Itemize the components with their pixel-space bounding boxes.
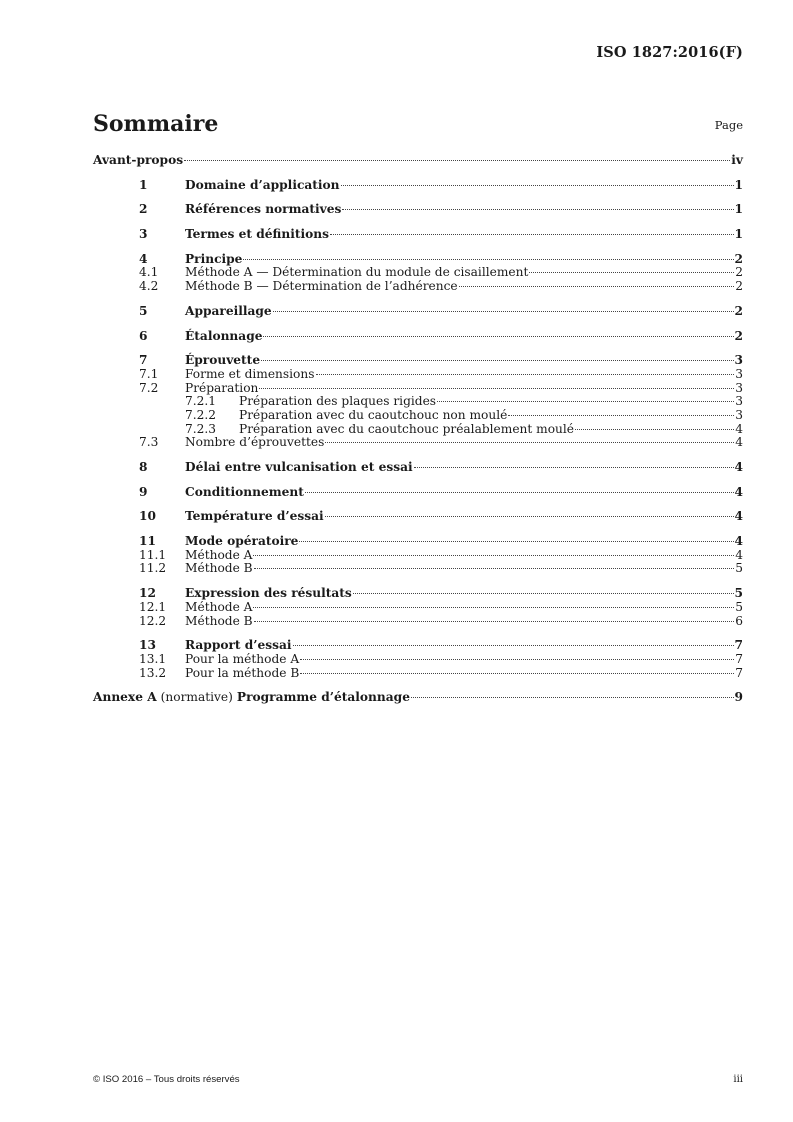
toc-entry-number: 13.2 [139,665,167,680]
toc-entry-number: 6 [139,328,148,343]
toc-entry-title: Préparation [185,380,259,395]
toc-entry-title: Étalonnage [185,328,263,343]
toc-entry[interactable] [93,280,743,294]
toc-entry-title: Méthode B [185,561,253,576]
toc-entry-number: 12.2 [139,613,167,628]
toc-entry-number: 8 [139,460,148,474]
dot-leader [273,311,734,312]
dot-leader [300,659,734,660]
toc-entry-number: 4.2 [139,279,159,294]
toc-entry[interactable] [93,486,743,500]
toc-entry-title: Pour la méthode B [185,665,300,680]
dot-leader [253,555,734,556]
toc-entry-title: Appareillage [185,303,272,318]
toc-entry[interactable] [93,510,743,524]
toc-entry-number: 4.1 [139,265,159,280]
toc-entry-annex[interactable] [93,691,743,705]
toc-entry-page: 1 [734,202,743,217]
footer-copyright: © ISO 2016 – Tous droits réservés [93,1074,240,1085]
toc-entry-page: 4 [735,421,743,436]
toc-entry-page: 6 [735,613,743,628]
dot-leader [254,568,735,569]
toc-entry-title: Nombre d’éprouvettes [185,435,325,450]
table-of-contents [93,154,743,705]
toc-entry-number: 1 [139,177,148,192]
toc-entry-page: 2 [735,279,743,294]
dot-leader [299,541,733,542]
dot-leader [353,593,734,594]
toc-entry-number: 11 [139,534,156,549]
dot-leader [261,360,733,361]
toc-entry-page: 1 [734,177,743,192]
toc-entry-page: 4 [734,484,743,499]
toc-entry-page: 3 [735,394,743,409]
toc-entry-page: 5 [734,586,743,601]
dot-leader [529,272,734,273]
dot-leader [342,209,733,210]
toc-entry[interactable] [93,395,743,409]
dot-leader [437,401,734,402]
toc-entry-title: Méthode B — Détermination de l’adhérence [185,279,458,294]
dot-leader [508,415,734,416]
toc-entry[interactable] [93,549,743,563]
toc-entry-number: 11.2 [139,561,167,576]
toc-entry-number: 4 [139,251,148,266]
toc-entry-title: Rapport d’essai [185,638,292,653]
toc-entry-page: 4 [734,534,743,549]
dot-leader [253,607,734,608]
toc-entry[interactable] [93,266,743,280]
toc-entry-number: 10 [139,509,156,524]
dot-leader [184,160,730,161]
toc-entry[interactable] [93,409,743,423]
toc-entry-number: 7 [139,353,148,368]
toc-entry-number: 11.1 [139,547,167,562]
toc-entry[interactable] [93,330,743,344]
toc-entry-title: Conditionnement [185,484,304,499]
toc-entry-title: Références normatives [185,202,342,217]
toc-entry-page: 2 [734,251,743,266]
dot-leader [300,673,734,674]
toc-entry[interactable] [93,203,743,217]
page-title: Sommaire [93,111,219,137]
toc-entry-number: 3 [139,227,148,242]
toc-entry[interactable] [93,154,743,168]
toc-entry[interactable] [93,305,743,319]
toc-entry-title: Préparation avec du caoutchouc non moulé [239,407,508,422]
toc-entry-title: Domaine d’application [185,177,340,192]
toc-entry-title: Méthode B [185,613,253,628]
toc-entry-number: 9 [139,484,148,499]
dot-leader [325,516,734,517]
toc-entry-title: Préparation des plaques rigides [239,394,437,409]
toc-entry-page: 5 [735,599,743,614]
dot-leader [316,374,735,375]
toc-entry-page: 3 [735,407,743,422]
toc-entry-page: 7 [735,651,743,666]
dot-leader [459,286,735,287]
toc-entry-page: 4 [734,460,743,474]
toc-entry-page: 3 [735,380,743,395]
toc-entry-title: Méthode A — Détermination du module de cisaillement [185,265,529,280]
toc-entry-page: 1 [734,227,743,242]
toc-entry-page: 3 [734,353,743,368]
toc-entry-number: 2 [139,202,148,217]
toc-entry-number: 12.1 [139,599,167,614]
toc-entry[interactable] [93,423,743,437]
toc-entry-title: Expression des résultats [185,586,352,601]
toc-entry-number: 12 [139,586,156,601]
toc-entry[interactable] [93,228,743,242]
toc-entry-number: 7.2 [139,380,159,395]
toc-entry-title: Méthode A [185,547,253,562]
dot-leader [341,185,734,186]
toc-entry[interactable] [93,436,743,450]
toc-entry-number: 7.2.3 [185,421,217,436]
footer-page-number: iii [733,1074,743,1085]
dot-leader [411,697,734,698]
toc-entry[interactable] [93,587,743,601]
toc-entry[interactable] [93,461,743,475]
toc-entry-number: 7.1 [139,366,159,381]
toc-entry-page: 4 [734,509,743,524]
toc-entry-page: 7 [734,638,743,653]
toc-entry[interactable] [93,639,743,653]
toc-entry-title: Préparation avec du caoutchouc préalablement moulé [239,421,575,436]
dot-leader [325,442,734,443]
toc-entry-page: 2 [734,303,743,318]
toc-entry[interactable] [93,601,743,615]
toc-entry-title: Principe [185,251,243,266]
page-column-label: Page [714,118,743,132]
toc-entry-page: 5 [735,561,743,576]
toc-entry[interactable] [93,667,743,681]
toc-entry-number: 13 [139,638,156,653]
toc-entry-page: 2 [734,328,743,343]
toc-entry-title: Mode opératoire [185,534,299,549]
doc-id: ISO 1827:2016(F) [596,44,743,61]
toc-entry[interactable] [93,535,743,549]
toc-entry-number: 13.1 [139,651,167,666]
annex-label: Annexe A [93,690,157,705]
dot-leader [575,429,734,430]
toc-entry-page: 2 [735,265,743,280]
toc-entry[interactable] [93,253,743,267]
toc-entry[interactable] [93,615,743,629]
toc-entry-title: Éprouvette [185,353,261,368]
toc-entry-title: Méthode A [185,599,253,614]
toc-entry-title: Pour la méthode A [185,651,300,666]
toc-entry[interactable] [93,562,743,576]
toc-entry-title: Délai entre vulcanisation et essai [185,460,413,474]
dot-leader [330,234,734,235]
toc-entry-page: iv [731,153,743,167]
toc-entry-title: Termes et définitions [185,227,329,242]
toc-entry[interactable] [93,382,743,396]
dot-leader [254,621,735,622]
toc-entry-number: 7.2.1 [185,394,217,409]
dot-leader [263,336,733,337]
toc-entry-page: 4 [735,547,743,562]
toc-entry-number: 5 [139,303,148,318]
toc-entry-page: 7 [735,665,743,680]
dot-leader [293,645,734,646]
dot-leader [305,492,734,493]
dot-leader [414,467,734,468]
toc-entry[interactable] [93,354,743,368]
toc-entry[interactable] [93,653,743,667]
toc-entry-number: 7.3 [139,435,159,450]
annex-qualifier: (normative) [160,690,233,705]
toc-entry-title: Température d’essai [185,509,324,524]
dot-leader [243,259,733,260]
toc-entry-page: 9 [734,690,743,705]
toc-entry-title: Forme et dimensions [185,366,315,381]
toc-entry[interactable] [93,368,743,382]
dot-leader [259,388,734,389]
annex-title: Programme d’étalonnage [236,690,410,705]
toc-entry-page: 3 [735,366,743,381]
toc-entry-page: 4 [735,435,743,450]
toc-entry[interactable] [93,179,743,193]
toc-entry-number: 7.2.2 [185,407,217,422]
toc-entry-title: Avant-propos [93,153,184,167]
